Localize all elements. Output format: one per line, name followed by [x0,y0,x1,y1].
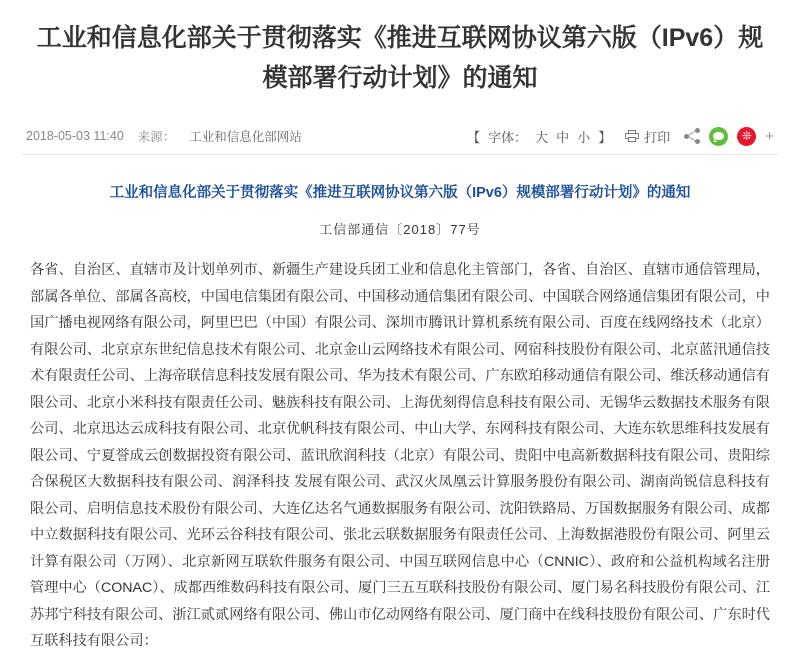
font-size-control [467,127,611,146]
printer-icon [625,130,639,142]
article-document-number: 工信部通信〔2018〕77号 [319,222,481,237]
publish-date: 2018-05-03 11:40 [26,129,124,143]
print-button[interactable] [625,127,670,146]
page-title: 工业和信息化部关于贯彻落实《推进互联网协议第六版（IPv6）规模部署行动计划》的通知 [36,24,764,92]
meta-right-group [467,127,774,146]
page-title-container [0,0,800,104]
article-content [0,155,800,655]
source-label: 来源： [137,130,176,144]
article-meta-bar [0,118,800,154]
font-size-medium[interactable]: 中 [556,129,570,145]
font-size-label: 字体： [488,129,528,145]
font-size-small[interactable]: 小 [577,129,591,145]
article-inner-title: 工业和信息化部关于贯彻落实《推进互联网协议第六版（IPv6）规模部署行动计划》的通知 [109,185,691,201]
font-size-close-bracket: 】 [598,129,612,145]
meta-left-group [26,127,302,145]
source-value: 工业和信息化部网站 [189,130,302,144]
font-size-open-bracket: 【 [467,129,481,145]
weibo-icon[interactable]: ❊ [737,127,756,146]
share-icon[interactable] [684,128,700,144]
print-label: 打印 [644,129,671,145]
wechat-icon[interactable] [709,127,728,146]
font-size-large[interactable]: 大 [535,129,549,145]
article-paragraph: 各省、自治区、直辖市及计划单列市、新疆生产建设兵团工业和信息化主管部门，各省、自治区、直辖市通信管理局，部属各单位、部属各高校，中国电信集团有限公司、中国移动通信集团有限公司、中国联合网络通信集团有限公司，中国广播电视网络有限公司，阿里巴巴（中国）有限公司、深圳市腾讯计算机系统有限公司、百度在线网络技术（北京）有限公司、北京京东世纪信息技术有限公司、北京金山云网络技术有限公司、网宿科技股份有限公司、北京蓝汛通信技术有限责任公司、上海帝联信息科技发展有限公司、华为技术有限公司、广东欧珀移动通信有限公司、维沃移动通信有限公司、北京小米科技有限责任公司、魅族科技有限公司、上海优刻得信息科技有限公司、无锡华云数据技术服务有限公司、北京迅达云成科技有限公司、北京优帆科技有限公司、中山大学、东网科技有限公司、大连东软思维科技发展有限公司、宁夏誉成云创数据投资有限公司、蓝讯欣润科技（北京）有限公司、贵阳中电高新数据科技有限公司、贵阳综合保税区大数据科技有限公司、润泽科技 发展有限公司、武汉火凤凰云计算服务股份有限公司、湖南尚锐信息科技有限公司、启明信息技术股份有限公司、大连亿达名气通数据服务有限公司、沈阳铁路局、万国数据服务有限公司、成都中立数据科技有限公司、光环云谷科技有限公司、张北云联数据服务有限责任公司、上海数据港股份有限公司、阿里云计算有限公司（万网）、北京新网互联软件服务有限公司、中国互联网信息中心（CNNIC）、政府和公益机构域名注册管理中心（CONAC）、成都西维数码科技有限公司、厦门三五互联科技股份有限公司、厦门易名科技股份有限公司、江苏邦宁科技有限公司、浙江贰贰网络有限公司、佛山市亿动网络有限公司、厦门商中在线科技股份有限公司、广东时代互联科技有限公司： [30,262,770,649]
plus-icon[interactable]: + [765,127,774,145]
share-group [684,127,774,146]
